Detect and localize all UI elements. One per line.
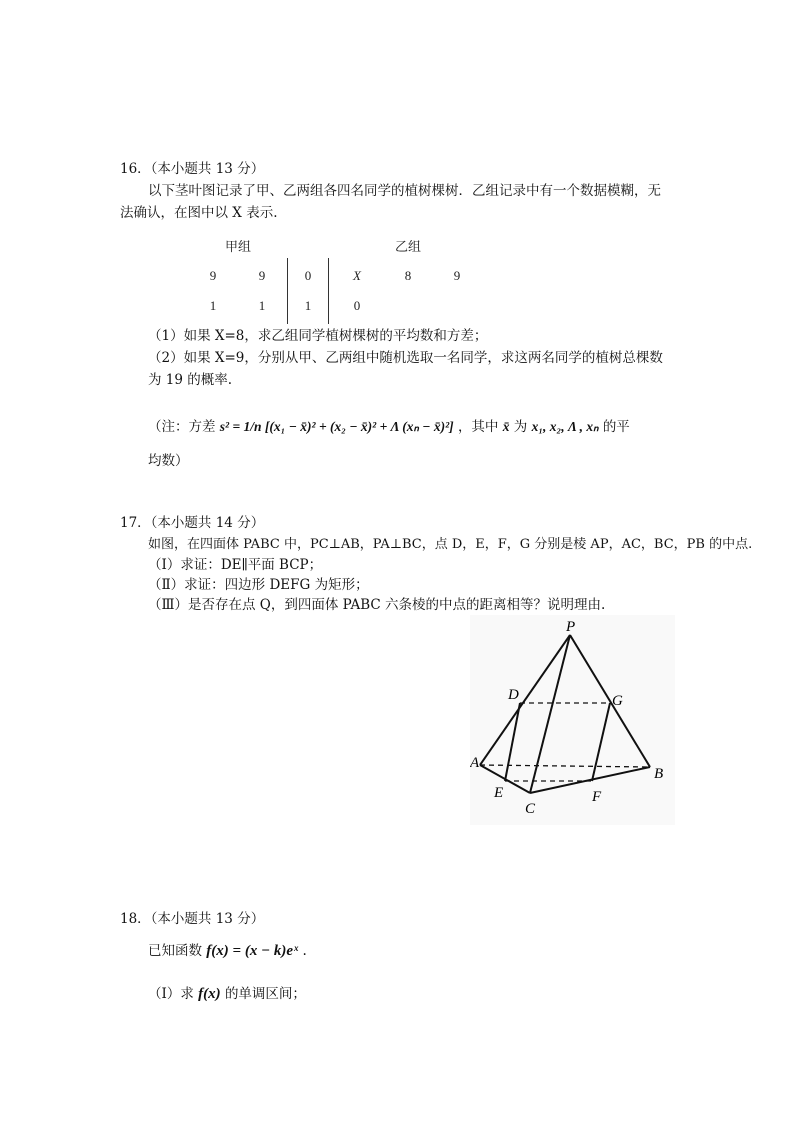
q16-title: 16．（本小题共 13 分） xyxy=(120,161,265,177)
q17-title: 17．（本小题共 14 分） xyxy=(120,515,265,531)
note-middle: ，其中 xyxy=(457,419,499,435)
q18-part1-prefix: （Ⅰ）求 xyxy=(148,986,194,1002)
group-jia-header: 甲组 xyxy=(225,239,252,254)
label-g: G xyxy=(612,693,623,709)
label-b: B xyxy=(654,766,664,782)
q16-note-line1 xyxy=(148,417,630,437)
q16-intro-line1: 以下茎叶图记录了甲、乙两组各四名同学的植树棵树．乙组记录中有一个数据模糊，无 xyxy=(148,183,661,199)
q16-part2-line2: 为 19 的概率. xyxy=(148,372,233,388)
label-e: E xyxy=(494,785,504,801)
q18-part1-suffix: 的单调区间； xyxy=(224,986,306,1002)
function-definition: f(x) = (x − k)eˣ xyxy=(206,943,299,959)
q16-intro-line2: 法确认，在图中以 X 表示. xyxy=(120,205,278,221)
q18-part1-function: f(x) xyxy=(198,986,221,1002)
leaf-jia-r2-a: 1 xyxy=(209,298,217,313)
q17-intro: 如图，在四面体 PABC 中，PC⊥AB，PA⊥BC，点 D，E，F，G 分别是棱 AP，AC，BC，PB 的中点. xyxy=(148,537,753,552)
leaf-yi-r1-c: 9 xyxy=(453,268,461,283)
q16-note-line2: 均数） xyxy=(148,453,189,469)
tetrahedron-figure xyxy=(470,615,675,825)
stem-divider-right xyxy=(328,258,329,324)
note-mean-symbol: x̄ xyxy=(502,419,510,434)
label-p: P xyxy=(566,619,576,635)
stem-divider-left xyxy=(287,258,288,324)
note-variable-list: x₁, x₂, Λ , xₙ xyxy=(531,419,599,434)
group-yi-header: 乙组 xyxy=(395,239,422,254)
q18-intro-prefix: 已知函数 xyxy=(148,943,202,959)
note-for: 为 xyxy=(513,419,528,435)
q18-intro xyxy=(148,941,307,961)
leaf-jia-r1-a: 9 xyxy=(209,268,217,283)
label-d: D xyxy=(508,687,519,703)
leaf-jia-r2-b: 1 xyxy=(258,298,266,313)
leaf-yi-r1-b: 8 xyxy=(404,268,412,283)
stem-r1: 0 xyxy=(304,268,312,283)
q17-part3: （Ⅲ）是否存在点 Q，到四面体 PABC 六条棱的中点的距离相等？说明理由. xyxy=(148,597,606,613)
stem-leaf-plot xyxy=(200,232,480,327)
q17-part1: （Ⅰ）求证：DE∥平面 BCP； xyxy=(148,557,323,573)
label-c: C xyxy=(525,801,536,817)
q18-intro-suffix: . xyxy=(302,943,307,959)
label-f: F xyxy=(592,789,602,805)
q18-part1 xyxy=(148,984,306,1004)
leaf-jia-r1-b: 9 xyxy=(258,268,266,283)
leaf-yi-r2-a: 0 xyxy=(353,298,361,313)
note-prefix: （注：方差 xyxy=(148,419,216,435)
q16-part2-line1: （2）如果 X=9，分别从甲、乙两组中随机选取一名同学，求这两名同学的植树总棵数 xyxy=(148,350,663,366)
leaf-yi-r1-a: X xyxy=(353,268,361,283)
q18-title: 18．（本小题共 13 分） xyxy=(120,911,265,927)
q16-part1: （1）如果 X=8，求乙组同学植树棵树的平均数和方差； xyxy=(148,328,488,344)
label-a: A xyxy=(470,755,480,771)
stem-r2: 1 xyxy=(304,298,312,313)
note-suffix: 的平 xyxy=(602,419,630,435)
variance-formula: s² = 1/n [(x₁ − x̄)² + (x₂ − x̄)² + Λ (xₙ − x̄)²] xyxy=(219,419,454,434)
q17-part2: （Ⅱ）求证：四边形 DEFG 为矩形； xyxy=(148,577,369,593)
